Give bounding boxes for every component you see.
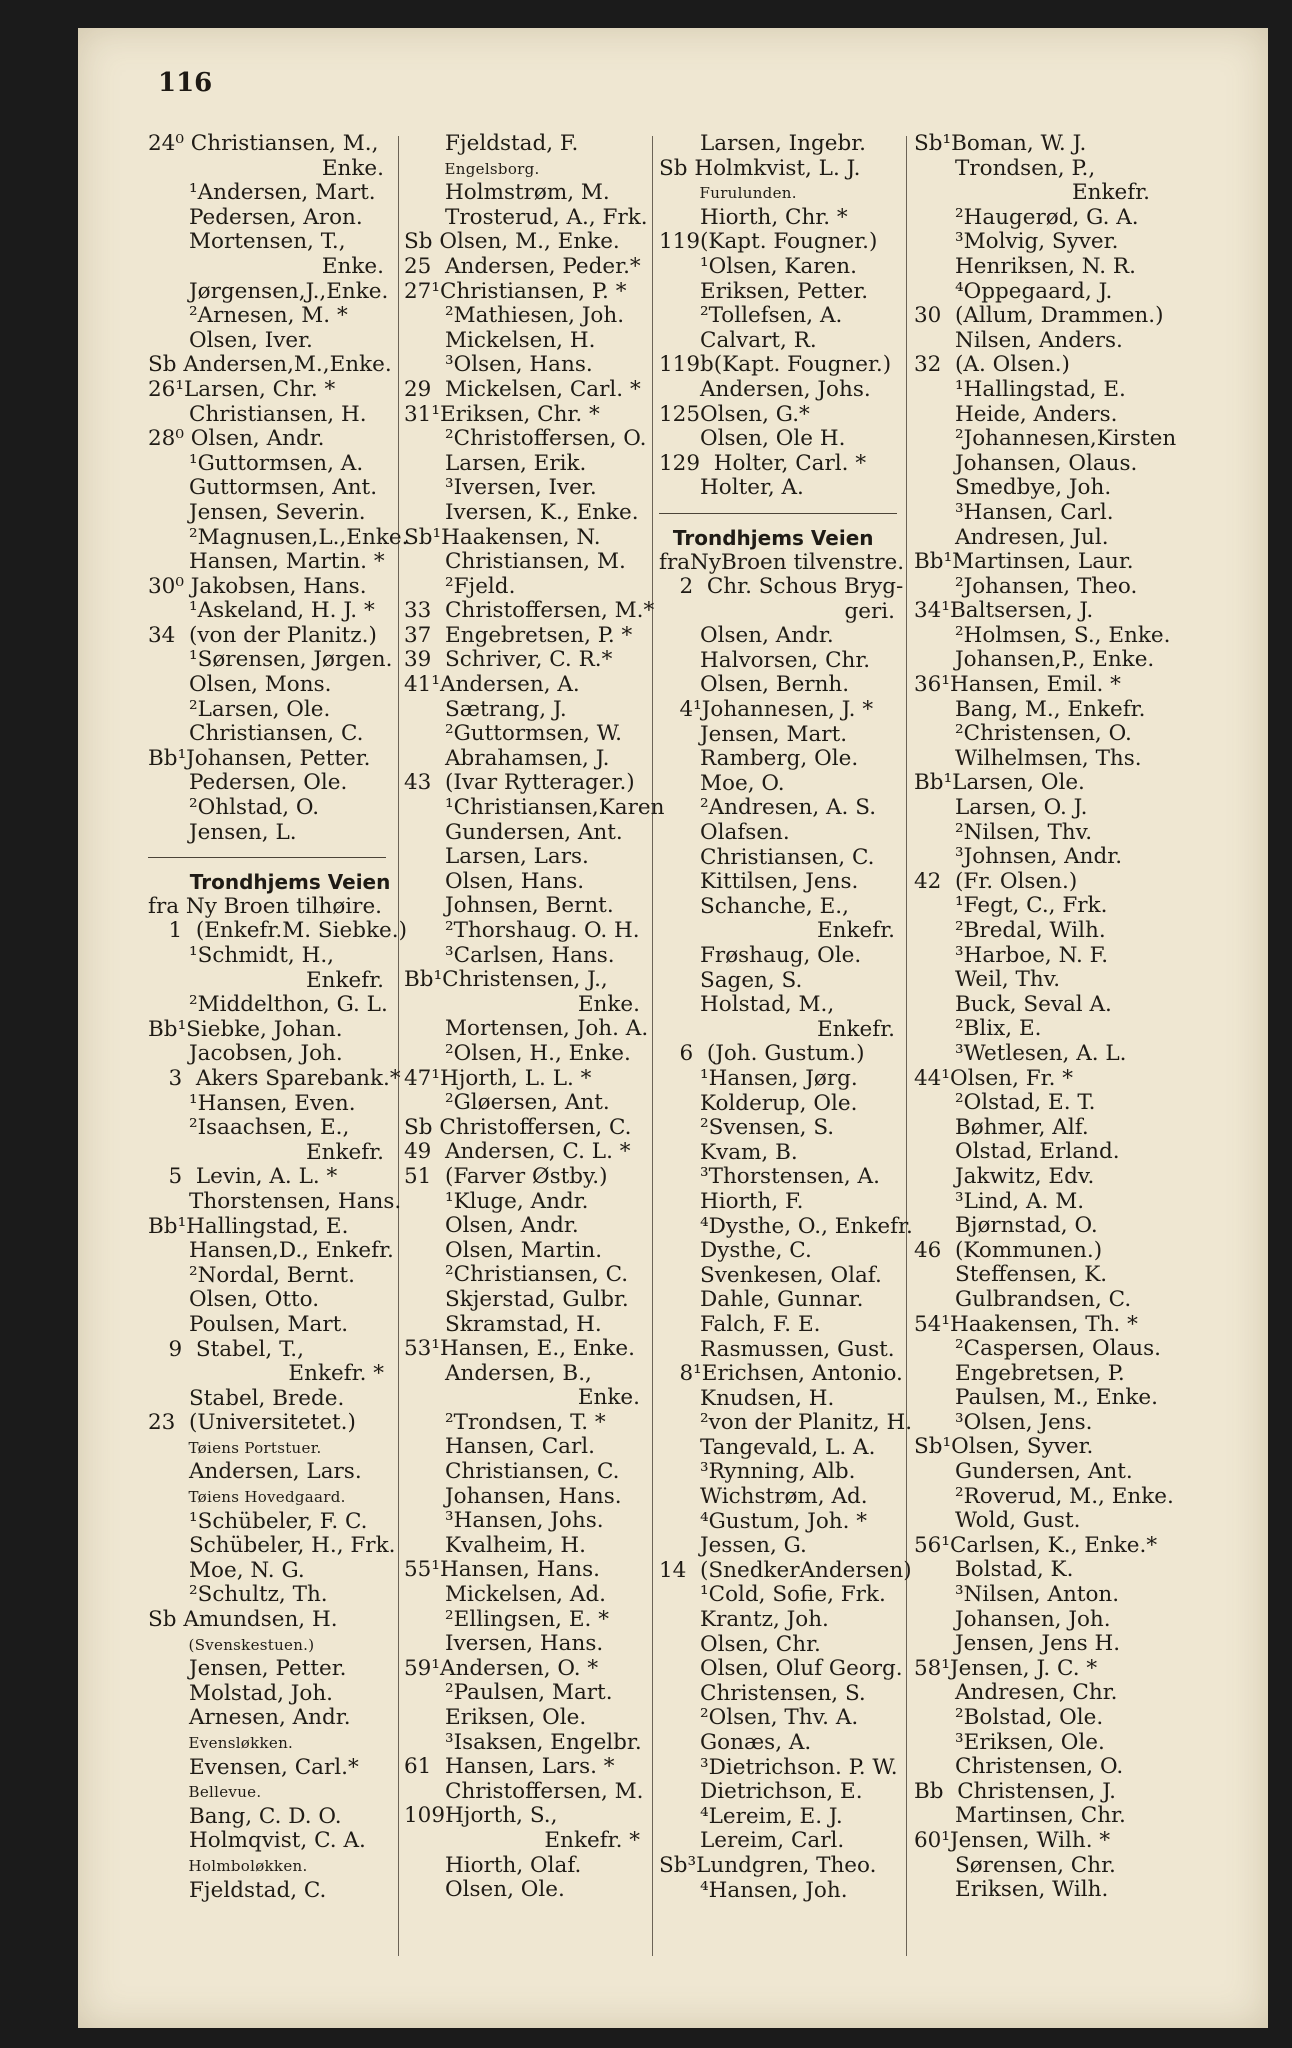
- directory-entry: ³Dietrichson. P. W.: [659, 1754, 898, 1780]
- directory-entry: Jensen, Mart.: [659, 721, 848, 747]
- directory-entry: ¹Hallingstad, E.: [914, 376, 1126, 402]
- directory-entry: ²Blix, E.: [914, 1016, 1042, 1042]
- directory-entry: 4¹Johannesen, J. *: [659, 697, 874, 723]
- directory-entry: ¹Cold, Sofie, Frk.: [659, 1582, 886, 1608]
- entry-continuation: Enke.: [577, 1385, 640, 1411]
- directory-entry: Sb Holmkvist, L. J.: [659, 155, 861, 181]
- column-1: [148, 131, 409, 1903]
- directory-entry: ²Johansen, Theo.: [914, 573, 1138, 599]
- directory-entry: 14 (SnedkerAndersen): [659, 1557, 912, 1583]
- directory-entry: 34 (von der Planitz.): [148, 622, 377, 648]
- directory-entry: Moe, N. G.: [148, 1557, 305, 1583]
- directory-entry: Andresen, Jul.: [914, 524, 1109, 550]
- directory-entry: 47¹Hjorth, L. L. *: [404, 1065, 592, 1091]
- directory-entry: 25 Andersen, Peder.*: [404, 253, 641, 279]
- directory-entry: Jensen, Jens H.: [914, 1631, 1121, 1657]
- directory-entry: Arnesen, Andr.: [148, 1705, 351, 1731]
- directory-entry: 36¹Hansen, Emil. *: [914, 672, 1121, 698]
- directory-entry: Jakwitz, Edv.: [914, 1163, 1095, 1189]
- section-heading: Trondhjems Veien: [659, 525, 874, 550]
- directory-entry: Halvorsen, Chr.: [659, 647, 871, 673]
- directory-entry: ²Olsen, H., Enke.: [404, 1040, 631, 1066]
- place-subheading: Tøiens Hovedgaard.: [148, 1488, 346, 1507]
- directory-entry: Larsen, O. J.: [914, 795, 1088, 821]
- directory-entry: ²Roverud, M., Enke.: [914, 1483, 1174, 1509]
- directory-entry: ²Bolstad, Ole.: [914, 1705, 1104, 1730]
- directory-entry: Pedersen, Ole.: [148, 770, 348, 796]
- directory-entry: ²Svensen, S.: [659, 1115, 835, 1141]
- directory-entry: Johansen,P., Enke.: [914, 647, 1155, 673]
- column-divider: [652, 136, 653, 1956]
- directory-entry: Kvam, B.: [659, 1139, 798, 1165]
- directory-entry: Rasmussen, Gust.: [659, 1336, 895, 1362]
- entry-continuation: Enkefr. *: [544, 1827, 640, 1853]
- directory-entry: 58¹Jensen, J. C. *: [914, 1655, 1098, 1681]
- directory-entry: 125Olsen, G.*: [659, 401, 810, 427]
- directory-entry: ³Lind, A. M.: [914, 1188, 1085, 1214]
- directory-entry: Fjeldstad, F.: [404, 131, 579, 156]
- directory-entry: 43 (Ivar Rytterager.): [404, 770, 635, 796]
- directory-entry: Holmstrøm, M.: [404, 180, 610, 206]
- directory-entry: Holmqvist, C. A.: [148, 1828, 366, 1854]
- directory-entry: ²Gløersen, Ant.: [404, 1090, 610, 1116]
- directory-entry: fra Ny Broen tilhøire.: [148, 893, 383, 919]
- directory-entry: Sb¹Boman, W. J.: [914, 131, 1087, 156]
- place-subheading: (Svenskestuen.): [148, 1635, 315, 1654]
- directory-entry: Johansen, Olaus.: [914, 450, 1138, 476]
- directory-entry: Dysthe, C.: [659, 1238, 812, 1264]
- section-heading: Trondhjems Veien: [148, 870, 391, 895]
- directory-entry: Andersen, Lars.: [148, 1459, 362, 1485]
- directory-entry: Gundersen, Ant.: [404, 819, 623, 845]
- entry-continuation: Enkefr.: [305, 1139, 384, 1165]
- directory-entry: ³Carlsen, Hans.: [404, 942, 615, 968]
- directory-entry: ²Nordal, Bernt.: [148, 1262, 355, 1288]
- directory-entry: Olsen, Oluf Georg.: [659, 1656, 903, 1682]
- directory-entry: 109Hjorth, S.,: [404, 1803, 558, 1829]
- directory-entry: 6 (Joh. Gustum.): [659, 1041, 865, 1067]
- directory-entry: Dietrichson, E.: [659, 1779, 863, 1805]
- directory-entry: Bb¹Christensen, J.,: [404, 967, 608, 993]
- directory-entry: ²Trondsen, T. *: [404, 1409, 606, 1435]
- directory-entry: ²Holmsen, S., Enke.: [914, 622, 1171, 648]
- directory-entry: ²Arnesen, M. *: [148, 303, 348, 329]
- directory-entry: ²Nilsen, Thv.: [914, 819, 1093, 845]
- directory-entry: ²Paulsen, Mart.: [404, 1680, 613, 1706]
- directory-entry: Bb¹Johansen, Petter.: [148, 745, 371, 771]
- directory-entry: Larsen, Ingebr.: [659, 131, 866, 156]
- directory-entry: ³Nilsen, Anton.: [914, 1582, 1120, 1608]
- directory-entry: Larsen, Lars.: [404, 844, 589, 870]
- directory-entry: ²Ellingsen, E. *: [404, 1606, 609, 1632]
- directory-entry: Krantz, Joh.: [659, 1607, 829, 1633]
- directory-entry: ³Molvig, Syver.: [914, 229, 1119, 255]
- directory-entry: Sb Christoffersen, C.: [404, 1114, 632, 1140]
- directory-entry: Andersen, Johs.: [659, 376, 871, 402]
- column-3: [659, 131, 913, 1903]
- directory-entry: ⁴Hansen, Joh.: [659, 1877, 848, 1903]
- directory-entry: Mortensen, T.,: [148, 229, 346, 255]
- directory-entry: Ramberg, Ole.: [659, 746, 859, 772]
- directory-entry: Christiansen, H.: [148, 401, 367, 427]
- directory-entry: 29 Mickelsen, Carl. *: [404, 376, 641, 402]
- directory-entry: 30⁰ Jakobsen, Hans.: [148, 573, 367, 599]
- directory-entry: Lereim, Carl.: [659, 1828, 845, 1854]
- directory-entry: ³Harboe, N. F.: [914, 942, 1109, 968]
- directory-entry: Trondsen, P.,: [914, 155, 1096, 181]
- directory-entry: Eriksen, Wilh.: [914, 1877, 1109, 1903]
- place-subheading: Holmboløkken.: [148, 1856, 308, 1875]
- directory-entry: Hiorth, F.: [659, 1188, 804, 1214]
- directory-entry: ¹Fegt, C., Frk.: [914, 893, 1108, 919]
- directory-entry: Paulsen, M., Enke.: [914, 1385, 1158, 1411]
- entry-continuation: Enkefr.: [816, 1016, 895, 1042]
- directory-entry: 34¹Baltsersen, J.: [914, 598, 1094, 624]
- directory-entry: ²von der Planitz, H.: [659, 1410, 913, 1436]
- directory-entry: ¹Hansen, Jørg.: [659, 1065, 858, 1091]
- directory-entry: 1 (Enkefr.M. Siebke.): [148, 918, 407, 944]
- directory-entry: Hansen, Martin. *: [148, 549, 385, 575]
- section-rule: [659, 501, 897, 514]
- directory-entry: Skjerstad, Gulbr.: [404, 1286, 629, 1312]
- directory-entry: 3 Akers Sparebank.*: [148, 1065, 401, 1091]
- directory-entry: Svenkesen, Olaf.: [659, 1262, 882, 1288]
- entry-continuation: Enkefr.: [816, 918, 895, 944]
- directory-entry: Olsen, Andr.: [404, 1213, 579, 1239]
- directory-entry: Jessen, G.: [659, 1533, 807, 1559]
- directory-entry: Sb³Lundgren, Theo.: [659, 1852, 877, 1878]
- directory-entry: Christiansen, C.: [404, 1459, 620, 1485]
- directory-entry: 49 Andersen, C. L. *: [404, 1139, 631, 1165]
- directory-entry: Thorstensen, Hans.: [148, 1188, 402, 1214]
- directory-entry: 27¹Christiansen, P. *: [404, 278, 627, 304]
- directory-entry: ³Olsen, Jens.: [914, 1409, 1093, 1435]
- directory-entry: Kvalheim, H.: [404, 1532, 586, 1558]
- directory-entry: 37 Engebretsen, P. *: [404, 622, 633, 648]
- directory-entry: Molstad, Joh.: [148, 1680, 334, 1706]
- directory-entry: Mickelsen, H.: [404, 327, 596, 353]
- directory-entry: Wold, Gust.: [914, 1508, 1081, 1534]
- directory-entry: 44¹Olsen, Fr. *: [914, 1065, 1074, 1091]
- directory-entry: ²Johannesen,Kirsten: [914, 426, 1177, 452]
- directory-entry: Iversen, Hans.: [404, 1631, 604, 1657]
- directory-entry: Bang, C. D. O.: [148, 1803, 342, 1829]
- directory-entry: Sb¹Haakensen, N.: [404, 524, 601, 550]
- directory-entry: ³Hansen, Johs.: [404, 1508, 604, 1534]
- directory-entry: 32 (A. Olsen.): [914, 352, 1070, 378]
- directory-entry: Bb Christensen, J.: [914, 1778, 1116, 1804]
- directory-entry: 46 (Kommunen.): [914, 1237, 1103, 1263]
- directory-entry: ¹Hansen, Even.: [148, 1090, 356, 1116]
- directory-entry: 56¹Carlsen, K., Enke.*: [914, 1532, 1158, 1558]
- entry-continuation: Enke.: [321, 253, 384, 279]
- directory-entry: 33 Christoffersen, M.*: [404, 598, 655, 624]
- directory-entry: Wichstrøm, Ad.: [659, 1484, 868, 1510]
- directory-entry: Larsen, Erik.: [404, 450, 587, 476]
- directory-entry: Christiansen, M.: [404, 549, 626, 575]
- directory-entry: Schanche, E.,: [659, 893, 849, 919]
- directory-entry: Sætrang, J.: [404, 696, 567, 722]
- directory-entry: ²Schultz, Th.: [148, 1582, 328, 1608]
- entry-continuation: geri.: [844, 598, 895, 624]
- directory-entry: ²Andresen, A. S.: [659, 795, 877, 821]
- directory-entry: Andresen, Chr.: [914, 1680, 1118, 1706]
- directory-entry: 119(Kapt. Fougner.): [659, 229, 878, 255]
- directory-page: [78, 28, 1268, 2028]
- directory-entry: ²Olstad, E. T.: [914, 1090, 1096, 1116]
- directory-entry: ³Isaksen, Engelbr.: [404, 1729, 642, 1755]
- directory-entry: 59¹Andersen, O. *: [404, 1655, 599, 1681]
- directory-entry: Sb Andersen,M.,Enke.: [148, 352, 392, 378]
- place-subheading: Evensløkken.: [148, 1734, 294, 1752]
- directory-entry: Martinsen, Chr.: [914, 1803, 1126, 1829]
- directory-entry: Hansen, Carl.: [404, 1434, 595, 1460]
- directory-entry: ¹Christiansen,Karen: [404, 795, 665, 821]
- directory-entry: Weil, Thv.: [914, 967, 1061, 993]
- directory-entry: Calvart, R.: [659, 327, 817, 353]
- directory-entry: ²Isaachsen, E.,: [148, 1115, 350, 1141]
- directory-entry: Christiansen, C.: [659, 844, 875, 870]
- directory-entry: 8¹Erichsen, Antonio.: [659, 1361, 903, 1387]
- directory-entry: Holstad, M.,: [659, 992, 835, 1018]
- directory-entry: Gonæs, A.: [659, 1730, 812, 1755]
- directory-entry: Bjørnstad, O.: [914, 1213, 1098, 1239]
- directory-entry: Kolderup, Ole.: [659, 1090, 858, 1116]
- directory-entry: 61 Hansen, Lars. *: [404, 1754, 615, 1780]
- directory-entry: ²Bredal, Wilh.: [914, 918, 1106, 943]
- directory-entry: Eriksen, Petter.: [659, 278, 869, 304]
- directory-entry: Sørensen, Chr.: [914, 1852, 1116, 1878]
- directory-entry: ²Ohlstad, O.: [148, 795, 320, 821]
- directory-entry: Holter, A.: [659, 475, 804, 501]
- directory-entry: fraNyBroen tilvenstre.: [659, 549, 905, 575]
- directory-entry: Steffensen, K.: [914, 1262, 1108, 1288]
- directory-entry: 24⁰ Christiansen, M.,: [148, 131, 379, 156]
- directory-entry: Pedersen, Aron.: [148, 204, 363, 230]
- place-subheading: Furulunden.: [659, 184, 797, 203]
- directory-entry: ²Larsen, Ole.: [148, 696, 331, 722]
- directory-entry: Skramstad, H.: [404, 1311, 602, 1337]
- directory-entry: ⁴Gustum, Joh. *: [659, 1508, 868, 1534]
- directory-entry: Jensen, Petter.: [148, 1656, 347, 1682]
- directory-entry: 9 Stabel, T.,: [148, 1336, 304, 1362]
- directory-entry: Johnsen, Bernt.: [404, 893, 614, 919]
- directory-entry: ⁴Lereim, E. J.: [659, 1803, 843, 1829]
- directory-entry: Buck, Seval A.: [914, 991, 1112, 1017]
- directory-entry: Knudsen, H.: [659, 1385, 835, 1411]
- directory-entry: Sb¹Olsen, Syver.: [914, 1434, 1094, 1460]
- directory-entry: Nilsen, Anders.: [914, 327, 1123, 353]
- entry-continuation: Enke.: [577, 991, 640, 1017]
- directory-entry: 30 (Allum, Drammen.): [914, 303, 1164, 329]
- directory-entry: 119b(Kapt. Fougner.): [659, 352, 892, 378]
- directory-entry: Christensen, O.: [914, 1754, 1124, 1780]
- directory-entry: Gundersen, Ant.: [914, 1459, 1133, 1485]
- directory-entry: ¹Kluge, Andr.: [404, 1188, 589, 1214]
- directory-entry: Johansen, Hans.: [404, 1483, 622, 1509]
- directory-entry: ²Christensen, O.: [914, 721, 1132, 747]
- directory-entry: Stabel, Brede.: [148, 1385, 345, 1411]
- directory-entry: 26¹Larsen, Chr. *: [148, 376, 336, 402]
- directory-entry: ²Middelthon, G. L.: [148, 992, 388, 1018]
- directory-entry: Guttormsen, Ant.: [148, 475, 378, 501]
- directory-entry: Bb¹Larsen, Ole.: [914, 770, 1085, 796]
- directory-entry: Jensen, L.: [148, 819, 297, 845]
- directory-entry: Olsen, Mons.: [148, 672, 332, 698]
- directory-entry: 31¹Eriksen, Chr. *: [404, 401, 600, 427]
- directory-entry: ²Olsen, Thv. A.: [659, 1705, 859, 1731]
- directory-entry: Engebretsen, P.: [914, 1360, 1125, 1386]
- directory-entry: Olsen, Ole.: [404, 1877, 565, 1903]
- directory-entry: ¹Schübeler, F. C.: [148, 1508, 368, 1534]
- directory-entry: ¹Olsen, Karen.: [659, 253, 857, 279]
- column-4: [914, 131, 1177, 1903]
- directory-entry: Olsen, Bernh.: [659, 672, 850, 698]
- directory-entry: ¹Sørensen, Jørgen.: [148, 647, 393, 673]
- directory-entry: Bb¹Siebke, Johan.: [148, 1016, 343, 1042]
- directory-entry: Heide, Anders.: [914, 401, 1118, 427]
- directory-entry: ³Thorstensen, A.: [659, 1164, 880, 1190]
- directory-entry: ²Fjeld.: [404, 573, 516, 599]
- directory-entry: ²Haugerød, G. A.: [914, 204, 1139, 230]
- directory-entry: Hiorth, Olaf.: [404, 1852, 582, 1878]
- directory-entry: 54¹Haakensen, Th. *: [914, 1311, 1138, 1337]
- directory-entry: Olsen, Iver.: [148, 327, 313, 353]
- place-subheading: Tøiens Portstuer.: [148, 1438, 322, 1457]
- directory-entry: Mortensen, Joh. A.: [404, 1016, 649, 1042]
- directory-entry: Olsen, Ole H.: [659, 426, 846, 452]
- directory-entry: ¹Schmidt, H.,: [148, 943, 334, 968]
- directory-entry: ²Caspersen, Olaus.: [914, 1336, 1161, 1362]
- directory-entry: ²Mathiesen, Joh.: [404, 303, 625, 329]
- directory-entry: Eriksen, Ole.: [404, 1705, 587, 1730]
- directory-entry: ³Johnsen, Andr.: [914, 844, 1123, 870]
- directory-entry: Gulbrandsen, C.: [914, 1286, 1132, 1312]
- directory-entry: ⁴Dysthe, O., Enkefr.: [659, 1213, 913, 1239]
- directory-entry: ¹Andersen, Mart.: [148, 180, 376, 206]
- directory-entry: Smedbye, Joh.: [914, 475, 1112, 501]
- directory-entry: Bøhmer, Alf.: [914, 1114, 1089, 1140]
- directory-entry: 5 Levin, A. L. *: [148, 1164, 338, 1190]
- directory-entry: Olafsen.: [659, 820, 790, 846]
- directory-entry: Poulsen, Mart.: [148, 1311, 349, 1337]
- directory-entry: 60¹Jensen, Wilh. *: [914, 1827, 1111, 1853]
- entry-continuation: Enke.: [321, 155, 384, 181]
- directory-entry: Evensen, Carl.*: [148, 1754, 359, 1780]
- directory-entry: Kittilsen, Jens.: [659, 869, 859, 895]
- directory-entry: ³Iversen, Iver.: [404, 475, 597, 501]
- directory-entry: Hansen,D., Enkefr.: [148, 1238, 394, 1264]
- directory-entry: 41¹Andersen, A.: [404, 672, 580, 698]
- place-subheading: Bellevue.: [148, 1783, 262, 1802]
- directory-entry: Olsen, Otto.: [148, 1287, 320, 1313]
- directory-entry: 42 (Fr. Olsen.): [914, 868, 1078, 894]
- directory-entry: Bang, M., Enkefr.: [914, 696, 1146, 722]
- directory-entry: ²Christiansen, C.: [404, 1262, 629, 1288]
- directory-entry: Frøshaug, Ole.: [659, 943, 862, 968]
- directory-entry: Bolstad, K.: [914, 1557, 1074, 1583]
- directory-entry: Bb¹Hallingstad, E.: [148, 1213, 349, 1239]
- page-number: 116: [158, 68, 213, 98]
- directory-entry: Trosterud, A., Frk.: [404, 204, 648, 230]
- directory-entry: Jacobsen, Joh.: [148, 1041, 343, 1067]
- column-divider: [906, 136, 907, 1956]
- directory-entry: Fjeldstad, C.: [148, 1877, 327, 1903]
- directory-entry: Tangevald, L. A.: [659, 1434, 876, 1460]
- entry-continuation: Enkefr. *: [288, 1361, 384, 1387]
- entry-continuation: Enkefr.: [1071, 180, 1150, 206]
- column-2: [404, 131, 665, 1903]
- directory-entry: Christiansen, C.: [148, 721, 364, 747]
- directory-entry: ²Tollefsen, A.: [659, 303, 843, 329]
- directory-entry: 39 Schriver, C. R.*: [404, 647, 613, 673]
- directory-entry: 23 (Universitetet.): [148, 1410, 356, 1436]
- entry-continuation: Enkefr.: [305, 967, 384, 993]
- directory-entry: Olsen, Hans.: [404, 868, 585, 894]
- directory-entry: Abrahamsen, J.: [404, 745, 610, 771]
- directory-entry: Olstad, Erland.: [914, 1139, 1120, 1165]
- directory-entry: Moe, O.: [659, 770, 785, 796]
- directory-entry: ³Olsen, Hans.: [404, 352, 593, 378]
- directory-entry: Sb Olsen, M., Enke.: [404, 229, 620, 255]
- directory-entry: ³Eriksen, Ole.: [914, 1729, 1105, 1755]
- directory-entry: Sagen, S.: [659, 967, 803, 993]
- directory-entry: Andersen, B.,: [404, 1360, 592, 1386]
- directory-entry: ³Wetlesen, A. L.: [914, 1040, 1127, 1066]
- directory-entry: ³Rynning, Alb.: [659, 1459, 856, 1485]
- directory-entry: Sb Amundsen, H.: [148, 1607, 338, 1633]
- directory-entry: 55¹Hansen, Hans.: [404, 1557, 600, 1583]
- directory-entry: ²Guttormsen, W.: [404, 721, 622, 747]
- directory-entry: ²Magnusen,L.,Enke.: [148, 524, 409, 550]
- directory-entry: Olsen, Martin.: [404, 1237, 603, 1263]
- directory-entry: ⁴Oppegaard, J.: [914, 278, 1113, 304]
- directory-entry: Olsen, Andr.: [659, 623, 834, 649]
- directory-entry: ¹Askeland, H. J. *: [148, 598, 375, 624]
- directory-entry: Mickelsen, Ad.: [404, 1582, 606, 1608]
- directory-entry: Bb¹Martinsen, Laur.: [914, 549, 1134, 575]
- directory-entry: Christoffersen, M.: [404, 1778, 644, 1804]
- directory-entry: 28⁰ Olsen, Andr.: [148, 426, 325, 452]
- directory-entry: Schübeler, H., Frk.: [148, 1533, 396, 1559]
- directory-entry: Iversen, K., Enke.: [404, 499, 639, 525]
- directory-entry: ¹Guttormsen, A.: [148, 450, 364, 476]
- directory-entry: Olsen, Chr.: [659, 1631, 821, 1657]
- directory-entry: Henriksen, N. R.: [914, 253, 1136, 279]
- directory-entry: ³Hansen, Carl.: [914, 499, 1114, 525]
- directory-entry: 2 Chr. Schous Bryg-: [659, 574, 904, 600]
- directory-entry: Christensen, S.: [659, 1680, 866, 1706]
- directory-entry: Falch, F. E.: [659, 1311, 821, 1337]
- directory-entry: 129 Holter, Carl. *: [659, 450, 867, 476]
- directory-entry: 51 (Farver Østby.): [404, 1163, 608, 1189]
- directory-entry: Johansen, Joh.: [914, 1606, 1111, 1632]
- place-subheading: Engelsborg.: [404, 159, 540, 178]
- directory-entry: Dahle, Gunnar.: [659, 1287, 864, 1313]
- directory-entry: 53¹Hansen, E., Enke.: [404, 1336, 635, 1362]
- section-rule: [148, 845, 386, 858]
- directory-entry: Jørgensen,J.,Enke.: [148, 278, 389, 304]
- directory-entry: Jensen, Severin.: [148, 499, 366, 525]
- directory-entry: Wilhelmsen, Ths.: [914, 745, 1142, 771]
- column-divider: [398, 136, 399, 1956]
- directory-entry: ²Thorshaug. O. H.: [404, 918, 640, 943]
- directory-entry: Hiorth, Chr. *: [659, 204, 848, 230]
- directory-entry: ²Christoffersen, O.: [404, 426, 647, 452]
